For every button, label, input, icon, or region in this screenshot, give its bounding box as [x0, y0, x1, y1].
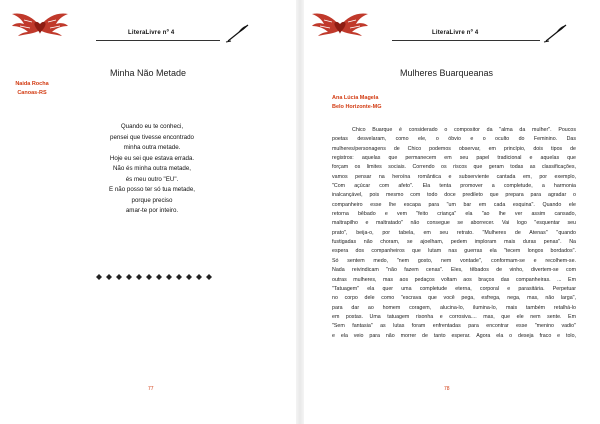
- article-line: "Com açúcar com afeto". Ela tenta promover a completude, a harmonia: [332, 183, 576, 190]
- article-line: poetas desvelaram, como ele, o óbvio e o oculto do Feminino. Das: [332, 136, 576, 143]
- article-line: Só sentem medo, "nem gosto, nem vontade", conformam-se e recolhem-se.: [332, 257, 576, 264]
- magazine-header: LiteraLivre nº 4: [432, 30, 479, 36]
- poem-line: Hoje eu sei que estava errada.: [109, 154, 195, 162]
- book-gutter: [296, 0, 304, 424]
- article-line: espera dos companheiros que lutam nas guerras ela "tecem longos bordados".: [332, 248, 576, 255]
- author-name: Naida Rocha: [15, 81, 49, 87]
- article-line: vamos pensar na heroína romântica e subserviente cantada em, por exemplo,: [332, 173, 576, 180]
- poem-line: E não posso ter só tua metade,: [109, 186, 195, 193]
- winged-heart-icon: [310, 6, 370, 46]
- article-line: companheiro esse lhe escapa para "um bar em cada esquina". Quando ele: [332, 201, 576, 208]
- article-line: maltrapilho e maltratado" não consegue se aborrecer. Vai logo "esquentar seu: [332, 220, 576, 227]
- article-line: "Tatuagem" ela quer uma completude eterna, corporal e parasitária. Perpetuar: [332, 285, 576, 292]
- poem-line: minha outra metade.: [123, 144, 181, 151]
- poem-line: Quando eu te conheci,: [120, 123, 184, 130]
- article-line: retorna bêbado e vem "feito criança" ela "ao lhe ver assim cansado,: [332, 211, 576, 218]
- magazine-header: LiteraLivre nº 4: [128, 30, 175, 36]
- article-line: e ela veio para não morrer de tanto esperar. Agora ela o deseja fraco e tolo,: [332, 332, 576, 339]
- author-name: Ana Lúcia Magela: [332, 95, 379, 101]
- author-city: Belo Horizonte-MG: [332, 104, 382, 110]
- article-line: para dar ao homem coragem, alucina-lo, ilumina-lo, mais também retalhá-lo: [332, 304, 576, 311]
- page-number: 78: [444, 386, 450, 392]
- article-line: outras mulheres, mas aos pedaços voltam aos braços das companheiras. ... Em: [332, 276, 576, 283]
- right-page: [304, 0, 600, 424]
- poem-line: pensei que tivesse encontrado: [110, 133, 194, 141]
- ornament-divider-icon: [92, 272, 212, 282]
- poem-line: porque preciso: [131, 196, 173, 204]
- article-line: fustigadas não choram, se ajoelham, pedem imploram mais duras penas". Na: [332, 239, 576, 246]
- quill-pen-icon: [542, 22, 572, 44]
- author-byline: [332, 94, 382, 112]
- article-body: [332, 126, 576, 341]
- article-line: mulheres/personagens de Chico podemos observar, em princípio, dois tipos de: [332, 145, 576, 152]
- article-line: em postas. Uma tatuagem risonha e corrosiva.... mas, que ele nem sente. Em: [332, 313, 576, 320]
- header-rule: [392, 40, 540, 41]
- article-line: prato", beija-o, por tabela, em seu retrato. "Mulheres de Atenas" "quando: [332, 229, 576, 236]
- poem: [92, 122, 212, 217]
- left-page: [0, 0, 296, 424]
- article-line: registros: aquelas que permanecem em seu papel tradicional e aquelas que: [332, 155, 576, 162]
- header-rule: [96, 40, 220, 41]
- article-line: no corpo dele como "escrava que você pega, esfrega, nega, mas, não larga",: [332, 295, 576, 302]
- article-line: forçam os limites sociais. Correndo os riscos que geram todas as classificações,: [332, 164, 576, 171]
- page-number: 77: [148, 386, 154, 392]
- author-city: Canoas-RS: [17, 90, 47, 96]
- quill-pen-icon: [224, 22, 254, 44]
- poem-line: amar-te por inteiro.: [125, 207, 179, 214]
- article-line: "Sem fantasia" as lutas foram enfrentadas para encontrar esse "menino vadio": [332, 323, 576, 330]
- article-line: Nada reivindicam "não fazem cenas". Eles, têbados de vinho, divertem-se com: [332, 267, 576, 274]
- author-byline: [12, 80, 52, 98]
- page-title: Minha Não Metade: [110, 68, 187, 78]
- article-line: inalcançável, pois mesmo com todo doce predileto que prepara para agradar o: [332, 192, 576, 199]
- article-line: Chico Buarque é considerado o compositor da "alma da mulher". Poucos: [352, 127, 576, 133]
- winged-heart-icon: [10, 6, 70, 46]
- page-title: Mulheres Buarqueanas: [400, 68, 494, 78]
- poem-line: és meu outro "EU".: [125, 175, 179, 183]
- poem-line: Não és minha outra metade,: [112, 165, 192, 172]
